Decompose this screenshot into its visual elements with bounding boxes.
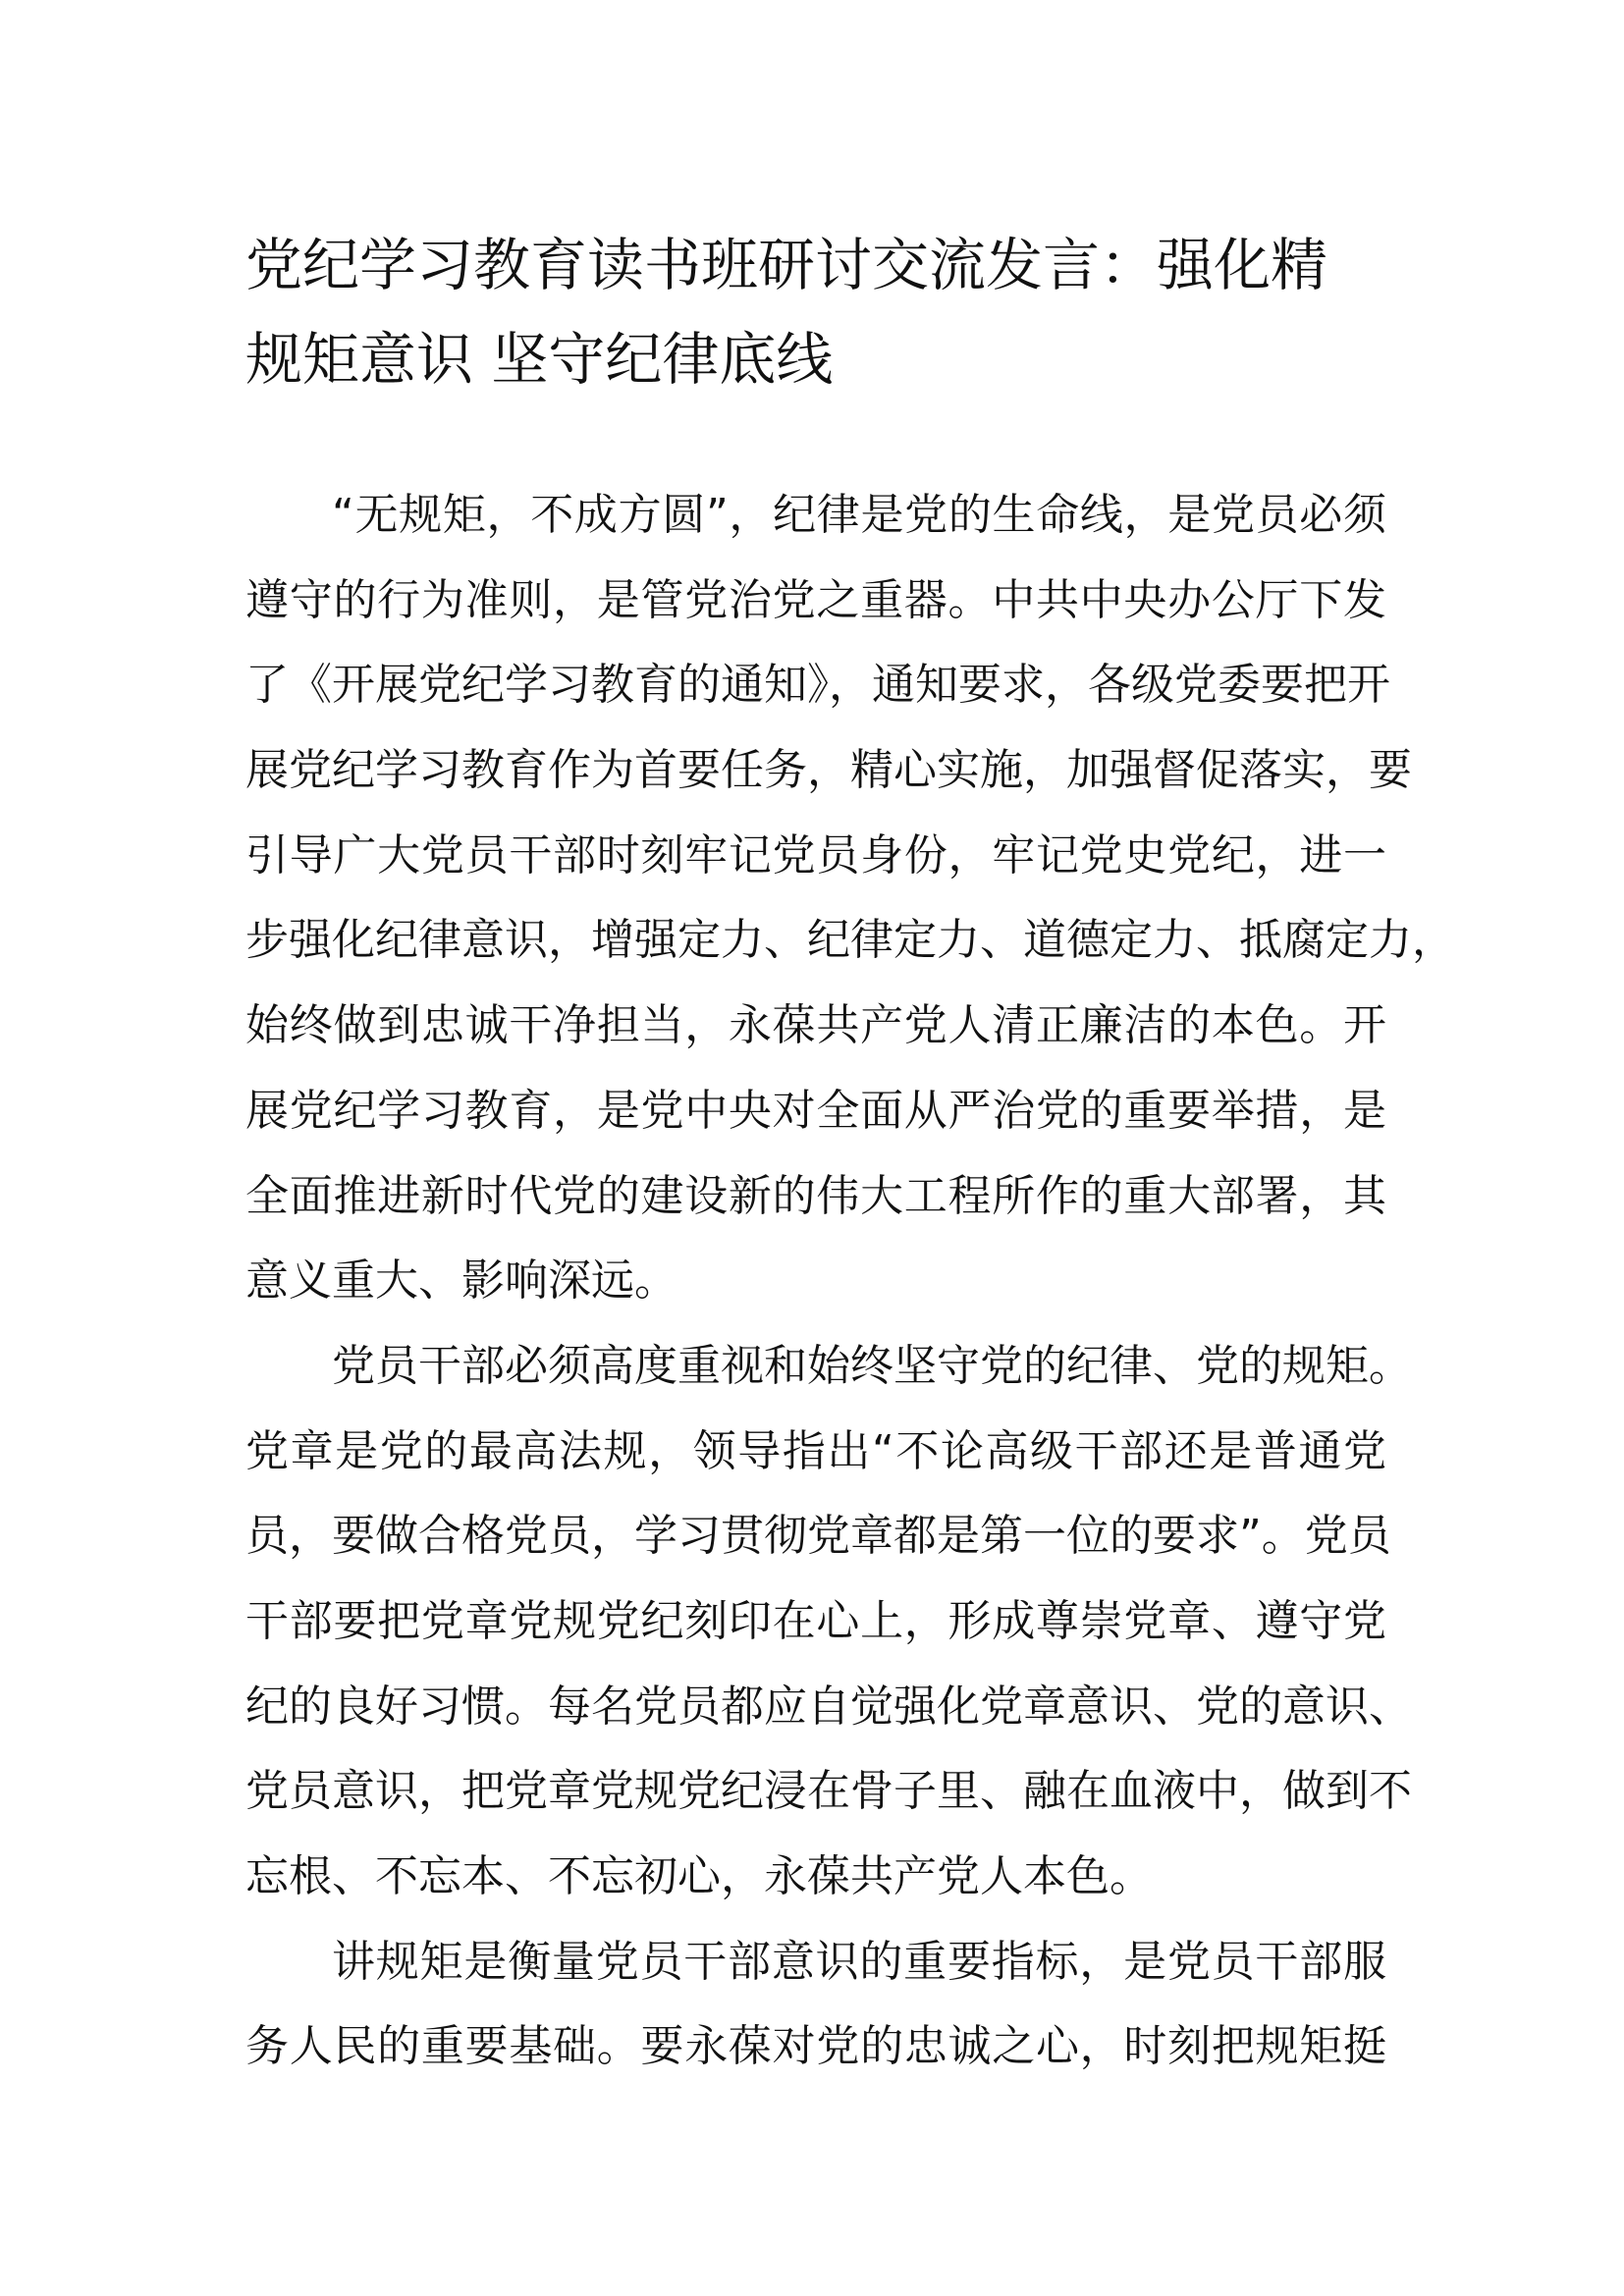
text-line: 员，要做合格党员，学习贯彻党章都是第一位的要求”。党员 [245,1511,1391,1562]
text-line: 了《开展党纪学习教育的通知》，通知要求，各级党委要把开 [245,660,1390,711]
text-line: 党员干部必须高度重视和始终坚守党的纪律、党的规矩。 [332,1340,1412,1391]
text-line: 忘根、不忘本、不忘初心，永葆共产党人本色。 [245,1851,1153,1901]
document-title [245,218,1404,406]
text-line: 展党纪学习教育作为首要任务，精心实施，加强督促落实，要 [245,745,1412,796]
text-line: 遵守的行为准则，是管党治党之重器。中共中央办公厅下发 [245,574,1386,625]
title-line: 党纪学习教育读书班研讨交流发言：强化精 [245,232,1328,298]
text-line: 纪的良好习惯。每名党员都应自觉强化党章意识、党的意识、 [245,1681,1412,1732]
text-line: 步强化纪律意识，增强定力、纪律定力、道德定力、抵腐定力， [245,915,1455,966]
text-line: 引导广大党员干部时刻牢记党员身份，牢记党史党纪，进一 [245,829,1386,881]
text-line: 展党纪学习教育，是党中央对全面从严治党的重要举措，是 [245,1085,1386,1136]
text-line: 讲规矩是衡量党员干部意识的重要指标，是党员干部服 [332,1936,1386,1987]
text-line: 务人民的重要基础。要永葆对党的忠诚之心，时刻把规矩挺 [245,2021,1386,2072]
text-line: 意义重大、影响深远。 [245,1255,677,1307]
text-line: 党章是党的最高法规，领导指出“不论高级干部还是普通党 [245,1425,1386,1476]
text-line: 全面推进新时代党的建设新的伟大工程所作的重大部署，其 [245,1170,1386,1221]
text-line: “无规矩，不成方圆”，纪律是党的生命线，是党员必须 [332,490,1386,540]
text-line: 干部要把党章党规党纪刻印在心上，形成尊崇党章、遵守党 [245,1595,1386,1646]
text-line: 始终做到忠诚干净担当，永葆共产党人清正廉洁的本色。开 [245,1000,1386,1051]
paragraph [245,473,1455,1324]
paragraph [245,1920,1386,2090]
text-line: 党员意识，把党章党规党纪浸在骨子里、融在血液中，做到不 [245,1766,1412,1817]
title-line: 规矩意识 坚守纪律底线 [245,326,834,393]
paragraph [245,1324,1412,1920]
document-body [245,473,1455,2090]
